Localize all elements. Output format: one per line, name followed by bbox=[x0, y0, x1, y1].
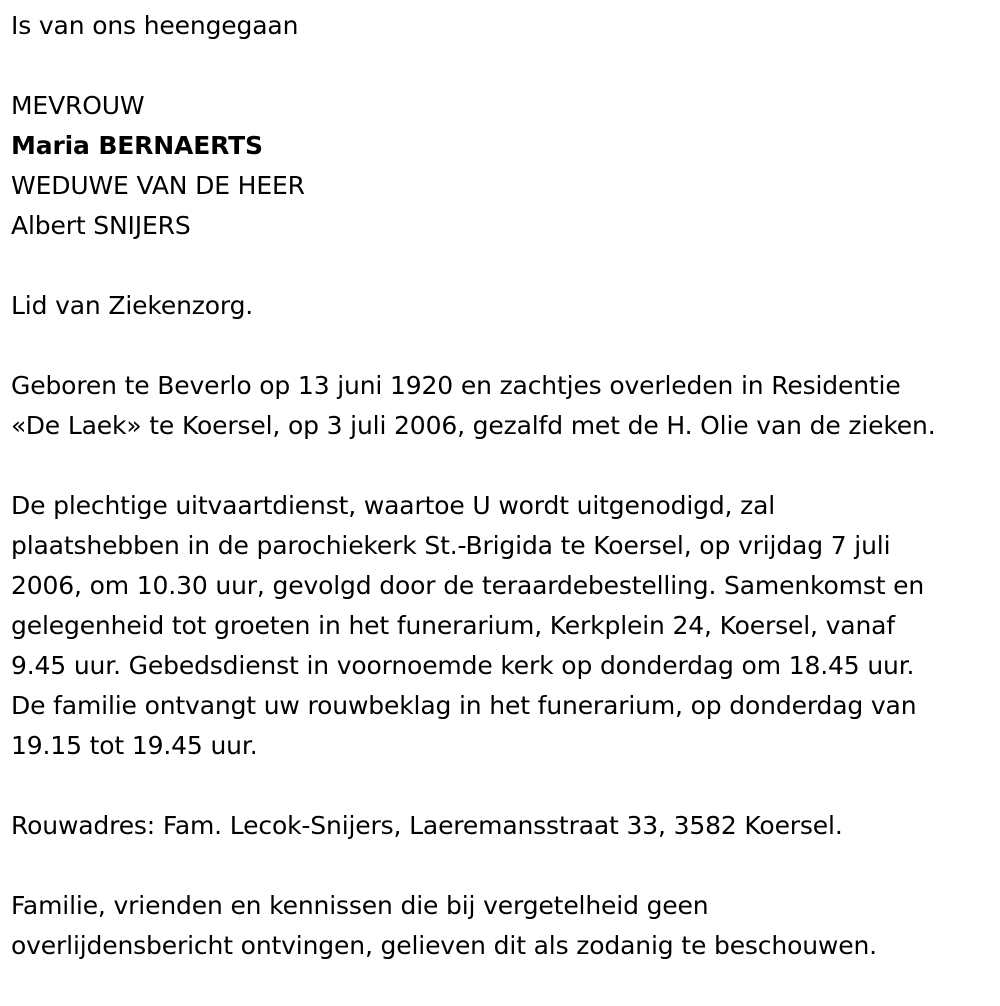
paragraph-line: 9.45 uur. Gebedsdienst in voornoemde kerk op donderdag om 18.45 uur. bbox=[11, 651, 915, 680]
spacer bbox=[11, 446, 996, 486]
obituary-notice bbox=[11, 6, 996, 966]
title-prefix: MEVROUW bbox=[11, 91, 145, 120]
intro-line: Is van ons heengegaan bbox=[11, 11, 299, 40]
paragraph-line: De familie ontvangt uw rouwbeklag in het funerarium, op donderdag van bbox=[11, 691, 917, 720]
membership-line: Lid van Ziekenzorg. bbox=[11, 291, 254, 320]
paragraph-line: 2006, om 10.30 uur, gevolgd door de teraardebestelling. Samenkomst en bbox=[11, 571, 925, 600]
funeral-service-paragraph bbox=[11, 486, 996, 766]
paragraph-line: overlijdensbericht ontvingen, gelieven dit als zodanig te beschouwen. bbox=[11, 931, 877, 960]
paragraph-line: Familie, vrienden en kennissen die bij vergetelheid geen bbox=[11, 891, 709, 920]
spacer bbox=[11, 246, 996, 286]
closing-paragraph bbox=[11, 886, 996, 966]
mourning-address: Rouwadres: Fam. Lecok-Snijers, Laeremansstraat 33, 3582 Koersel. bbox=[11, 811, 843, 840]
widow-label: WEDUWE VAN DE HEER bbox=[11, 171, 305, 200]
paragraph-line: Geboren te Beverlo op 13 juni 1920 en zachtjes overleden in Residentie bbox=[11, 371, 901, 400]
spacer bbox=[11, 326, 996, 366]
spouse-name: Albert SNIJERS bbox=[11, 211, 191, 240]
paragraph-line: plaatshebben in de parochiekerk St.-Brigida te Koersel, op vrijdag 7 juli bbox=[11, 531, 891, 560]
deceased-name: Maria BERNAERTS bbox=[11, 131, 263, 160]
spacer bbox=[11, 46, 996, 86]
spacer bbox=[11, 766, 996, 806]
spacer bbox=[11, 846, 996, 886]
paragraph-line: De plechtige uitvaartdienst, waartoe U wordt uitgenodigd, zal bbox=[11, 491, 776, 520]
paragraph-line: gelegenheid tot groeten in het funerarium, Kerkplein 24, Koersel, vanaf bbox=[11, 611, 895, 640]
paragraph-line: 19.15 tot 19.45 uur. bbox=[11, 731, 258, 760]
paragraph-line: «De Laek» te Koersel, op 3 juli 2006, gezalfd met de H. Olie van de zieken. bbox=[11, 411, 936, 440]
birth-death-paragraph bbox=[11, 366, 996, 446]
